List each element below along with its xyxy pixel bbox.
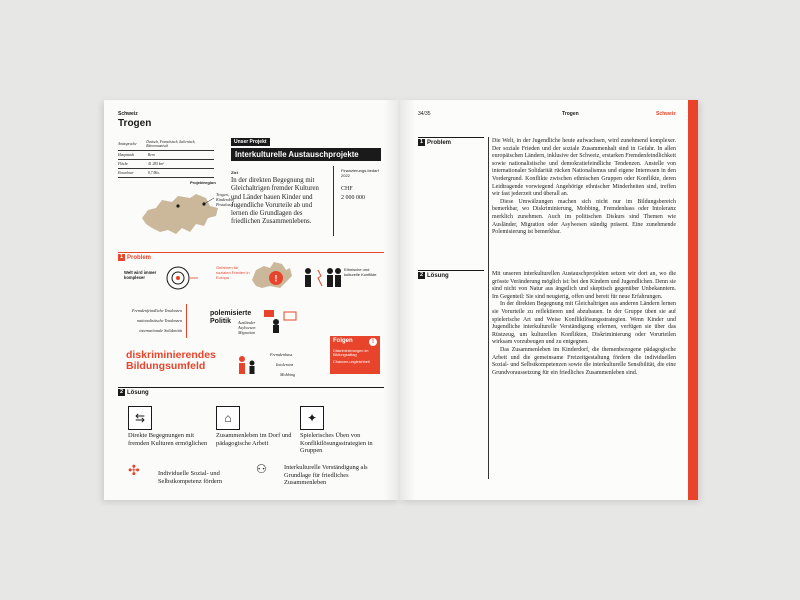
header-country: Schweiz xyxy=(656,111,676,117)
conflict-label: Ethnische und kulturelle Konflikte xyxy=(344,267,377,277)
loesung-tag: 2 Lösung xyxy=(119,389,149,396)
goal-label: Ziel xyxy=(231,170,238,175)
problem-tag: 1 Problem xyxy=(119,254,152,261)
solution-text: Interkulturelle Verständigung als Grundlage für friedliches Zusammenleben xyxy=(284,464,368,487)
header-place: Trogen xyxy=(562,111,579,117)
speaker-icon xyxy=(262,308,298,334)
conflict-icon: ✦ xyxy=(300,406,324,430)
divider xyxy=(333,166,334,236)
discrim-line-1: diskriminierendes xyxy=(126,349,216,361)
solution-text: Zusammenleben im Dorf und pädagogische Arbeit xyxy=(216,432,292,447)
paragraph: In der direkten Begegnung mit Gleichaltrigen aus anderen Ländern lernen sie Vorurteile zu reflektieren und abzubauen. In der Gruppe üben sie auf spielerische Art und Weise Konfliktlösungsstrategien. Wenn Kinder und Jugendliche interkulturelle Verständigung erlernen, verfügen sie über das Rüstzeug, um kulturellen Konflikten, Diskriminierung oder Vorurteilen wirksam vorzubeugen und zu entgegnen. xyxy=(492,301,676,346)
tendency-3: internationale Solidarität xyxy=(139,328,182,333)
map-label: Projektregion xyxy=(190,180,216,185)
understanding-icon: ⚇ xyxy=(256,462,267,476)
problem-body xyxy=(492,138,676,237)
svg-text:!: ! xyxy=(274,273,278,284)
warning-icon: ! xyxy=(369,338,377,346)
column-rule xyxy=(488,137,489,479)
fact-row: Amtssprache Deutsch, Französisch, Italienisch, Rätoromanisch xyxy=(118,138,214,151)
conflict-people-icon xyxy=(302,266,342,290)
section-rule xyxy=(118,387,384,388)
fact-row: Einwohner 8,7 Mio. xyxy=(118,169,214,178)
group-icon: ⌂ xyxy=(216,406,240,430)
project-title: Interkulturelle Austauschprojekte xyxy=(231,148,381,161)
map-place-label: Trogen, Kinderdorf Pestalozzi xyxy=(216,192,235,207)
funding-currency: CHF xyxy=(341,186,353,192)
fact-row: Fläche 41 285 km² xyxy=(118,160,214,169)
politik-item: Ausländer xyxy=(238,320,256,325)
place-title: Trogen xyxy=(118,118,152,129)
paragraph: Diese Umwälzungen machen sich nicht nur im Bildungsbereich bemerkbar, wo Diskriminierung, Mobbing, Fremdenhass oder Intoleranz merklich zunehmen. Auch im politischen Diskurs sind Themen wie Ausländer, Migration oder Asylwesen ständig präsent. Eine zunehmende Polemisierung ist bemerkbar. xyxy=(492,198,676,236)
loesung-tag: 2 Lösung xyxy=(419,272,449,279)
tendency-2: nationalistische Tendenzen xyxy=(136,318,182,323)
problem-tag: 1 Problem xyxy=(419,139,452,146)
solution-text: Direkte Begegnungen mit fremden Kulturen ermöglichen xyxy=(128,432,208,447)
discrim-line-2: Bildungsumfeld xyxy=(126,360,206,372)
person-arrows-icon: ✣ xyxy=(128,462,140,478)
paragraph: Das Zusammenleben im Kinderdorf, die themenbezogene pädagogische Arbeit und die gemeinsame Freizeitgestaltung fördern die individuellen Sozial- und Selbstkompetenzen sowie die interkulturelle Sensibilität, die eine Grundvoraussetzung für ein friedliches Zusammenleben sind. xyxy=(492,346,676,376)
folgen-box xyxy=(330,336,380,374)
fact-table xyxy=(118,138,214,178)
folgen-item: Chancen-ungleichheit xyxy=(333,360,370,364)
section-rule xyxy=(118,252,384,253)
country-label: Schweiz xyxy=(118,111,138,117)
switzerland-map xyxy=(138,188,224,236)
europe-map-icon xyxy=(248,258,294,292)
folgen-label: Folgen xyxy=(333,338,353,344)
family-icon xyxy=(236,354,258,376)
funding-label: Finanzierungs-bedarf 2022 xyxy=(341,168,379,178)
politik-line-1: polemisierte xyxy=(210,310,252,317)
section-rule xyxy=(418,137,484,138)
connector-line xyxy=(186,304,187,338)
discrim-item: Fremdenhass xyxy=(270,352,293,357)
section-rule xyxy=(418,270,484,271)
loesung-body xyxy=(492,271,676,377)
danger-label: Gefahren für sozialen Frieden in Europa xyxy=(216,265,250,280)
tendency-1: Fremdenfeindliche Tendenzen xyxy=(131,308,182,313)
page-numbers: 34/35 xyxy=(418,111,431,117)
politik-item: Asylwesen xyxy=(238,325,256,330)
politik-item: Migration xyxy=(238,330,255,335)
page-edge-accent xyxy=(688,100,698,500)
fact-row: Hauptstadt Bern xyxy=(118,151,214,160)
world-label: Welt wird immer komplexer xyxy=(124,270,157,280)
discrim-item: Intoleranz xyxy=(276,362,294,367)
paragraph: Die Welt, in der Jugendliche heute aufwachsen, wird zunehmend komplexer. Der soziale Frieden und der soziale Zusammenhalt sind in Gefahr. In allen europäischen Ländern, inklusive der Schweiz, erstarken Fremdenfeindlichkeit sowie nationalistische und demokratiefeindliche Tendenzen. Anstelle von internationaler Solidarität rücken Nationalismus und eigene Interessen in den Vordergrund. Konflikte zwischen ethnischen Gruppen oder Konflikte, deren Leidtragende vorwiegend Angehörige ethnischer Minderheiten sind, treffen wir fast jederzeit und überall an. xyxy=(492,138,676,198)
project-label: Unser Projekt xyxy=(231,138,270,146)
solution-text: Spielerisches Üben von Konfliktlösungsstrategien in Gruppen xyxy=(300,432,373,455)
people-meeting-icon: ⇆ xyxy=(128,406,152,430)
goal-text: In der direkten Begegnung mit Gleichaltrigen fremder Kulturen und Länder bauen Kinder und Jugendliche Vorurteile ab und lernen die Grundlagen des friedlichen Zusammenlebens. xyxy=(231,177,319,226)
maze-icon xyxy=(160,262,200,294)
paragraph: Mit unseren interkulturellen Austauschprojekten setzen wir dort an, wo die grösste Veränderung möglich ist: bei den Kindern und Jugendlichen. Denn sie sind nicht von Natur aus ängstlich und skeptisch gegenüber Unbekanntem. Im Gegenteil: Sie sind neugierig, offen und bereit für neue Erfahrungen. xyxy=(492,271,676,300)
folgen-item: Diskriminierungen im Bildungsalltag xyxy=(333,349,369,358)
politik-line-2: Politik xyxy=(210,318,232,325)
solution-text: Individuelle Sozial- und Selbstkompetenz fördern xyxy=(158,470,223,485)
funding-value: 2 000 000 xyxy=(341,195,365,201)
discrim-item: Mobbing xyxy=(280,372,296,377)
